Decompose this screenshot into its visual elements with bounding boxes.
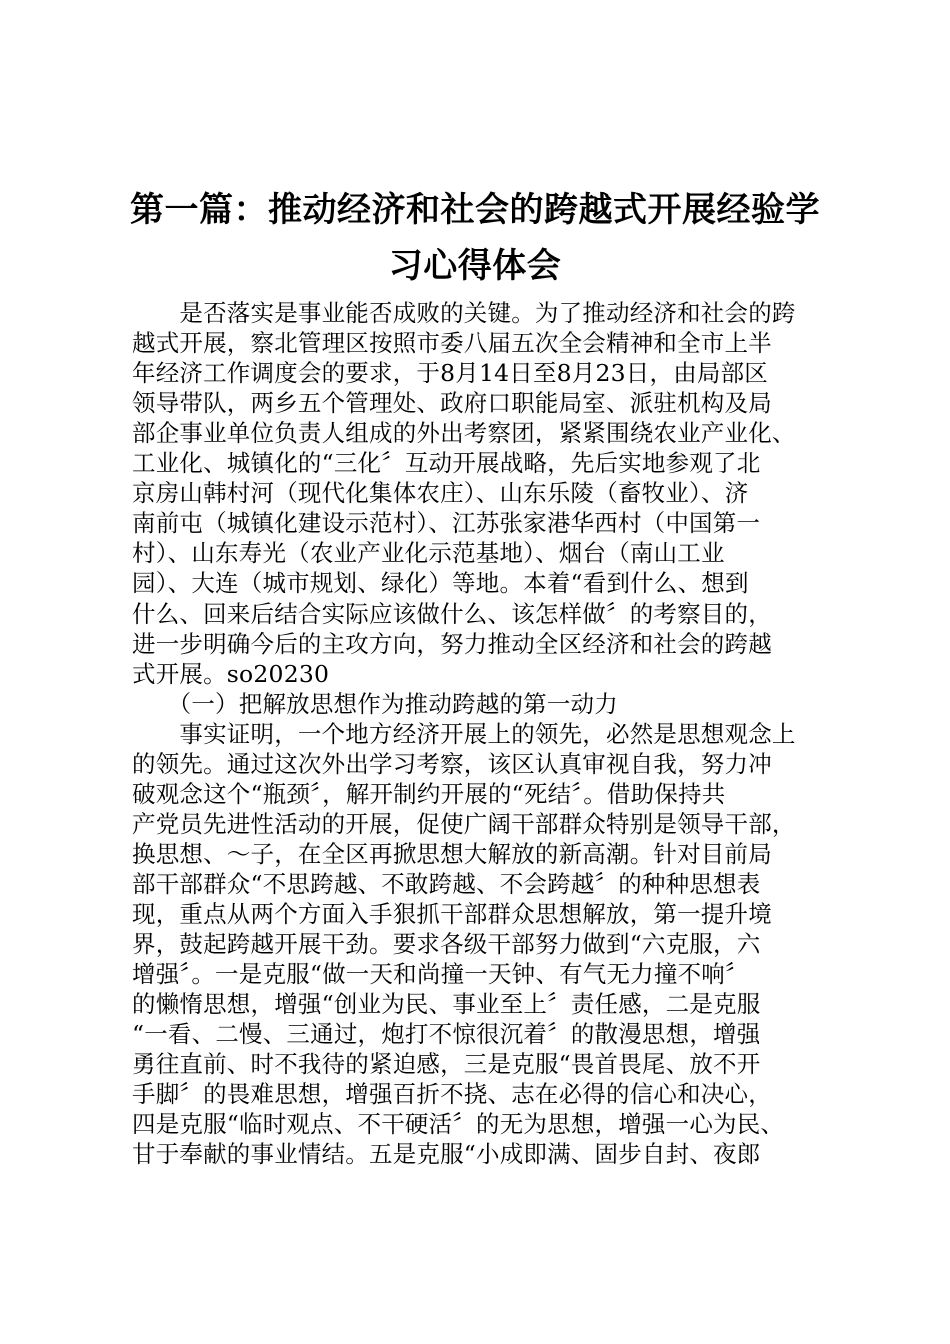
body-text-line: 部企事业单位负责人组成的外出考察团，紧紧围绕农业产业化、 (132, 419, 796, 448)
body-text-line: 是否落实是事业能否成败的关键。为了推动经济和社会的跨 (132, 299, 796, 327)
body-text-line: 的懒惰思想，增强“创业为民、事业至上〞责任感，二是克服 (132, 990, 761, 1019)
body-text-line: 现，重点从两个方面入手狠抓干部群众思想解放，第一提升境 (132, 900, 772, 928)
body-text-line: 什么、回来后结合实际应该做什么、该怎样做〞的考察目的， (132, 599, 772, 628)
body-text-line: 换思想、～子，在全区再掀思想大解放的新高潮。针对目前局 (132, 839, 772, 868)
body-text-line: 部干部群众“不思跨越、不敢跨越、不会跨越〞的种种思想表 (132, 869, 761, 898)
body-text-line: 四是克服“临时观点、不干硬活〞的无为思想，增强一心为民、 (132, 1110, 785, 1139)
body-text-line: 事实证明，一个地方经济开展上的领先，必然是思想观念上 (132, 719, 796, 748)
body-text-line: 式开展。so20230 (132, 659, 330, 688)
body-text-line: 的领先。通过这次外出学习考察，该区认真审视自我，努力冲 (132, 749, 772, 778)
body-text-line: 勇往直前、时不我待的紧迫感，三是克服“畏首畏尾、放不开 (132, 1050, 761, 1079)
body-text-line: 园）、大连（城市规划、绿化）等地。本着“看到什么、想到 (132, 569, 749, 598)
body-text-line: “一看、二慢、三通过，炮打不惊很沉着〞的散漫思想，增强 (132, 1020, 761, 1049)
body-text-line: （一）把解放思想作为推动跨越的第一动力 (132, 689, 618, 718)
body-text-line: 破观念这个“瓶颈〞，解开制约开展的“死结〞。借助保持共 (132, 779, 726, 808)
body-text-line: 村）、山东寿光（农业产业化示范基地）、烟台（南山工业 (132, 539, 725, 568)
body-text-line: 界，鼓起跨越开展干劲。要求各级干部努力做到“六克服，六 (132, 930, 761, 959)
body-text-line: 南前屯（城镇化建设示范村）、江苏张家港华西村（中国第一 (132, 509, 761, 538)
body-text-line: 产党员先进性活动的开展，促使广阔干部群众特别是领导干部， (132, 809, 796, 838)
body-text-line: 领导带队，两乡五个管理处、政府口职能局室、派驻机构及局 (132, 389, 772, 418)
body-text-line: 京房山韩村河（现代化集体农庄）、山东乐陵（畜牧业）、济 (132, 479, 749, 508)
body-text-line: 增强〞。一是克服“做一天和尚撞一天钟、有气无力撞不响〞 (132, 960, 749, 989)
body-text-line: 工业化、城镇化的“三化〞互动开展战略，先后实地参观了北 (132, 449, 761, 478)
body-text-line: 年经济工作调度会的要求，于8月14日至8月23日，由局部区 (132, 359, 769, 388)
document-title-line-1: 第一篇：推动经济和社会的跨越式开展经验学 (130, 190, 820, 230)
body-text-line: 手脚〞的畏难思想，增强百折不挠、志在必得的信心和决心， (132, 1080, 772, 1109)
document-title-line-2: 习心得体会 (388, 246, 562, 286)
body-text-line: 甘于奉献的事业情结。五是克服“小成即满、固步自封、夜郎 (132, 1140, 761, 1169)
body-text-line: 越式开展，察北管理区按照市委八届五次全会精神和全市上半 (132, 329, 772, 358)
body-text-line: 进一步明确今后的主攻方向，努力推动全区经济和社会的跨越 (132, 629, 772, 658)
